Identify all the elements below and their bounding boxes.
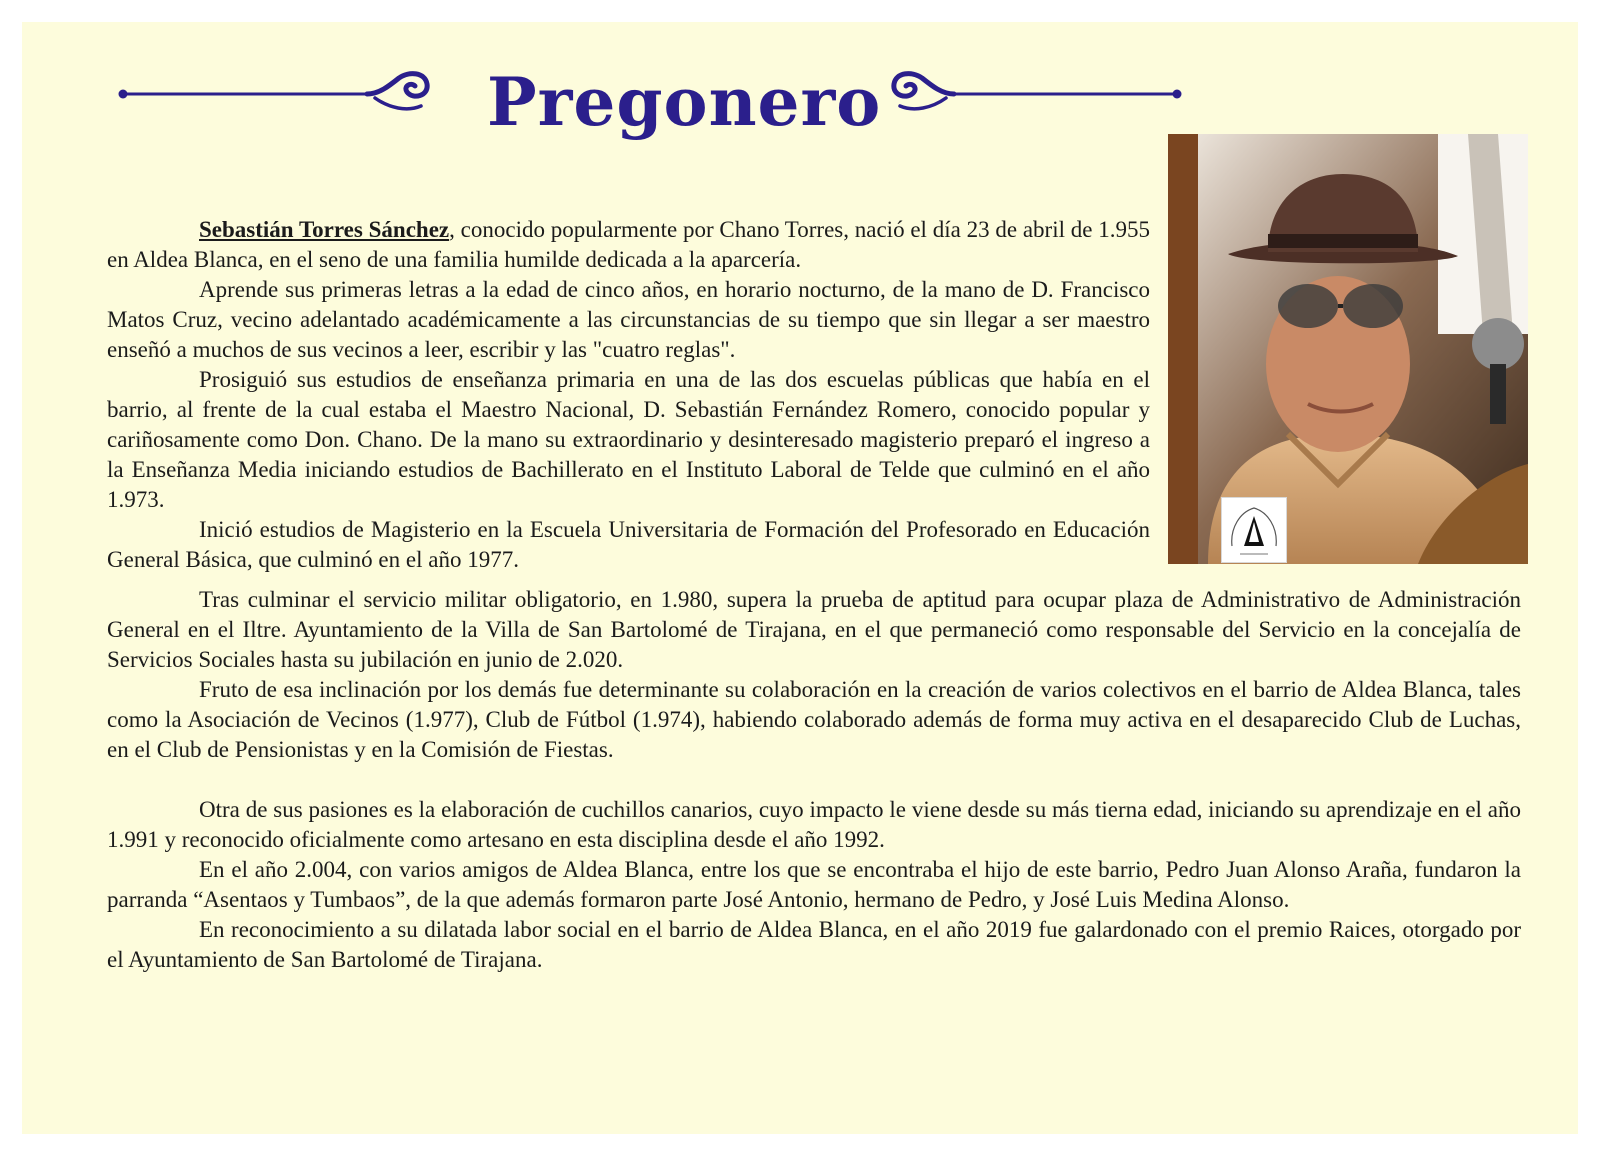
subject-name: Sebastián Torres Sánchez <box>199 217 450 242</box>
left-flourish-icon <box>117 62 447 122</box>
paragraph-community: Fruto de esa inclinación por los demás fue determinante su colaboración en la creación de varios colectivos en el barrio de Aldea Blanca, tales como la Asociación de Vecinos (1.977), Club de Fútbol (1.974), habiendo colaborado además de forma muy activa en el desaparecido Club de Luchas, en el Club de Pensionistas y en la Comisión de Fiestas. <box>107 677 1521 762</box>
paragraph-parranda: En el año 2.004, con varios amigos de Aldea Blanca, entre los que se encontraba el hijo de este barrio, Pedro Juan Alonso Araña, fundaron la parranda “Asentaos y Tumbaos”, de la que además formaron parte José Antonio, hermano de Pedro, y José Luis Medina Alonso. <box>107 857 1521 912</box>
paragraph-career: Tras culminar el servicio militar obligatorio, en 1.980, supera la prueba de aptitud para ocupar plaza de Administrativo de Administración General en el Iltre. Ayuntamiento de la Villa de San Bartolomé de Tirajana, en el que permaneció como responsable del Servicio en la concejalía de Servicios Sociales hasta su jubilación en junio de 2.020. <box>107 587 1521 672</box>
biography-column-wide <box>107 585 1521 975</box>
paragraph-primary-studies: Prosiguió sus estudios de enseñanza primaria en una de las dos escuelas públicas que había en el barrio, al frente de la cual estaba el Maestro Nacional, D. Sebastián Fernández Romero, conocido popular y cariñosamente como Don. Chano. De la mano su extraordinario y desinteresado magisterio preparó el ingreso a la Enseñanza Media iniciando estudios de Bachillerato en el Instituto Laboral de Telde que culminó en el año 1.973. <box>107 367 1150 512</box>
intro-paragraph <box>107 215 1150 275</box>
biography-column-narrow <box>107 215 1150 575</box>
title-banner <box>22 62 1578 142</box>
intro-text: , conocido popularmente por Chano Torres, nació el día 23 de abril de 1.955 en Aldea Blanca, en el seno de una familia humilde dedicada a la aparcería. <box>107 217 1151 272</box>
paragraph-knives: Otra de sus pasiones es la elaboración de cuchillos canarios, cuyo impacto le viene desde su más tierna edad, iniciando su aprendizaje en el año 1.991 y reconocido oficialmente como artesano en esta disciplina desde el año 1992. <box>107 797 1521 852</box>
page-title: Pregonero <box>487 63 882 141</box>
document-page <box>22 22 1578 1134</box>
paragraph-teacher-training: Inició estudios de Magisterio en la Escuela Universitaria de Formación del Profesorado en Educación General Básica, que culminó en el año 1977. <box>107 517 1150 572</box>
paragraph-award: En reconocimiento a su dilatada labor social en el barrio de Aldea Blanca, en el año 2019 fue galardonado con el premio Raices, otorgado por el Ayuntamiento de San Bartolomé de Tirajana. <box>107 917 1521 972</box>
group-logo <box>1221 497 1287 563</box>
right-flourish-icon <box>874 62 1194 122</box>
paragraph-early-education: Aprende sus primeras letras a la edad de cinco años, en horario nocturno, de la mano de D. Francisco Matos Cruz, vecino adelantado académicamente a las circunstancias de su tiempo que sin llegar a ser maestro enseñó a muchos de sus vecinos a leer, escribir y las "cuatro reglas". <box>107 277 1150 362</box>
